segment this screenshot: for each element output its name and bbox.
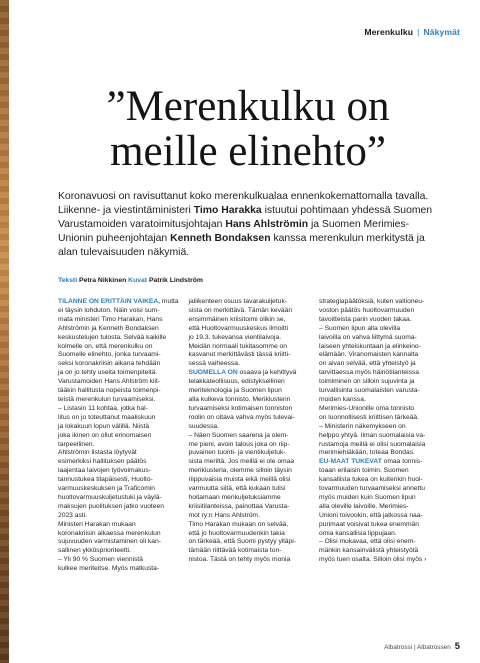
- text-line: laiseen yhteiskuntaan ja elinkeino-: [319, 342, 421, 350]
- page-number: 5: [454, 640, 460, 651]
- text-line: SUOMELLA ON osaava ja kehittyvä: [188, 369, 297, 377]
- text-line: ja on jo tehty useita toimenpiteitä.: [58, 369, 158, 377]
- text-line: Unioni toivookin, että jatkossa naa-: [319, 511, 423, 519]
- text-line: kolmelle on, että merenkulku on: [58, 342, 153, 350]
- article-column-3: [319, 298, 438, 638]
- text-line: – Olisi mukavaa, että olisi enem-: [319, 538, 416, 546]
- headline-line-1: ”Merenkulku on: [106, 83, 390, 130]
- text-line: helppo yhtyä. Ilman suomalaisia va-: [319, 431, 426, 439]
- lead-name-harakka: Timo Harakka: [193, 205, 262, 216]
- text-line: rustamoja meillä ei olisi suomalaisia: [319, 440, 426, 448]
- text-line: turvaamiseksi kotimaisen tonniston: [188, 404, 293, 412]
- text-line: on luonnollisesti kriittisen tärkeää.: [319, 413, 419, 421]
- text-line: moiden kanssa.: [319, 395, 366, 403]
- text-line: TILANNE ON ERITTÄIN VAIKEA, mutta: [58, 298, 179, 305]
- paragraph: [58, 405, 177, 450]
- paragraph: [189, 369, 308, 431]
- text-line: myös tuen osalta. Silloin olisi myös ›: [319, 556, 427, 564]
- text-line: elämään. Viranomaisten kannalta: [319, 351, 419, 359]
- text-line: 2023 asti.: [58, 511, 87, 519]
- paragraph: [189, 521, 308, 566]
- text-line: tarvittaessa myös häiriötilanteissa: [319, 369, 419, 377]
- text-line: Ahlströmin ja Kenneth Bondaksen: [58, 324, 159, 332]
- text-line: voston päätös huoltovarmuuden: [319, 306, 415, 314]
- text-line: myös muiden kuin Suomen lipun: [319, 493, 416, 501]
- text-line: Ahlströmin listasta löytyvät: [58, 449, 137, 457]
- text-line: meriteknologia ja Suomen lipun: [188, 387, 282, 395]
- page-footer: [384, 640, 460, 651]
- text-line: Varustamoiden Hans Ahlström kiit-: [58, 378, 161, 386]
- lead-name-bondas: Kenneth Bondaksen: [170, 233, 271, 244]
- text-line: – Yli 90 % Suomen viennistä: [58, 556, 144, 564]
- article-column-2: [189, 298, 308, 638]
- lead-name-ahlstrom: Hans Ahlströmin: [225, 219, 309, 230]
- section-sub: Näkymät: [423, 27, 460, 37]
- text-line: sista meriltä. Jos meillä ei ole omaa: [188, 458, 295, 466]
- text-line: Timo Harakan mukaan on selvää,: [188, 520, 289, 528]
- text-line: roolin on oltava vahva myös tulevai-: [188, 413, 295, 421]
- paragraph: [319, 458, 438, 538]
- text-line: kulkee meriteitse. Myös matkusta-: [58, 565, 160, 573]
- text-line: on tärkeää, että Suomi pystyy ylläpi-: [188, 538, 296, 546]
- text-line: EU-MAAT TUKEVAT omaa tonnis-: [319, 458, 423, 466]
- lead-text: ja Suomen Merimies-Unionin puheenjohtajan: [58, 219, 410, 244]
- paragraph-kicker: TILANNE ON ERITTÄIN VAIKEA,: [58, 298, 161, 305]
- text-line: nistoa. Tästä on tehty myös monia: [188, 556, 291, 564]
- text-line: esimerkiksi hallituksen päätös: [58, 458, 147, 466]
- text-line: varmuuskeskuksen ja Traficomin: [58, 485, 156, 493]
- paragraph: [58, 556, 177, 574]
- section-main: Merenkulku: [364, 27, 414, 37]
- paragraph: [319, 325, 438, 405]
- text-line: keskustelujen tulosta. Selvää kaikille: [58, 333, 167, 341]
- text-line: – Näen Suomen saarena ja olem-: [188, 431, 289, 439]
- text-line: mänkin kansainvälistä yhteistyötä: [319, 547, 419, 555]
- headline-line-2: meille elinehto”: [110, 128, 386, 175]
- text-line: mata ministeri Timo Harakan, Hans: [58, 315, 163, 323]
- text-line: riippuvaisia muista eikä meillä olisi: [188, 476, 291, 484]
- text-line: – Listasin 11 kohtaa, jotka hal-: [58, 404, 148, 412]
- text-line: omia kansallisia lippujaan.: [319, 529, 397, 537]
- paragraph: [189, 432, 308, 521]
- paragraph-kicker: SUOMELLA ON: [188, 369, 238, 377]
- paragraph: [58, 449, 177, 520]
- text-line: huoltovarmuuskuljetustuki ja väylä-: [58, 493, 162, 501]
- text-line: suudessa.: [188, 422, 219, 430]
- byline-text-label: Teksti: [58, 277, 78, 284]
- paragraph: [319, 538, 438, 565]
- text-line: tääkin hallitusta nopeista toimenpi-: [58, 387, 161, 395]
- text-line: Meidän normaali tukitasomme on: [188, 342, 288, 350]
- lead-text: Koronavuosi on ravisuttanut koko merenkulkualaa ennenkokemattomalla tavalla. Liikenne- ja viestintäministeri: [58, 191, 429, 216]
- section-tag: [364, 27, 460, 37]
- text-line: seksi koronakriisin aikana tehdään: [58, 360, 161, 368]
- text-line: jaliikenteen osuus tavarakuljetuk-: [188, 298, 288, 305]
- text-line: jo 19.3. tukevansa vientilaivoja.: [188, 333, 282, 341]
- lead-text: kanssa merenkulun merkitystä ja alan tulevaisuuden näkymiä.: [58, 233, 425, 258]
- text-line: joka ikinen on ollut erinomaisen: [58, 431, 152, 439]
- text-line: Suomelle elinehto, jonka turvaami-: [58, 351, 161, 359]
- text-line: hoitamaan merikuljetuksiamme: [188, 493, 281, 501]
- paragraph: [319, 423, 438, 459]
- byline-photo-author: Patrik Lindström: [148, 277, 203, 284]
- text-line: Merimies-Unionille oma tonnisto: [319, 404, 415, 412]
- text-line: mot ry:n Hans Ahlström.: [188, 511, 260, 519]
- text-line: toimiminen on silloin sujuvinta ja: [319, 378, 415, 386]
- lead-paragraph: [58, 190, 438, 260]
- text-line: kasvanut merkittävästi tässä kriitti-: [188, 351, 291, 359]
- text-line: koronakriisin alkaessa merenkulun: [58, 529, 161, 537]
- text-line: strategiapäätöksiä, kuten valtioneu-: [319, 298, 425, 305]
- text-line: tannustukea tilapäisesti, Huolto-: [58, 476, 153, 484]
- text-line: telakkateollisuus, edistyksellinen: [188, 378, 285, 386]
- text-line: laivoilla on vahva liittymä suoma-: [319, 333, 417, 341]
- edge-photo-strip: [0, 0, 9, 663]
- headline: [58, 84, 438, 174]
- article-body: [58, 298, 438, 638]
- text-line: me pieni, avoin talous joka on riip-: [188, 440, 290, 448]
- paragraph: [58, 298, 177, 405]
- text-line: sista on merkittävä. Tämän kevään: [188, 306, 293, 314]
- text-line: toaan erilaisin toimin. Suomen: [319, 467, 409, 475]
- text-line: tovarmuuden turvaamiseksi annettu: [319, 485, 425, 493]
- text-line: on aivan selvää, että yhteistyö ja: [319, 360, 416, 368]
- text-line: kansallista tukea on kuitenkin huol-: [319, 476, 423, 484]
- byline: [58, 277, 438, 284]
- text-line: teistä merenkulun turvaamiseksi.: [58, 395, 156, 403]
- text-line: purimaat voisivat tukea enemmän: [319, 520, 419, 528]
- text-line: puvainen tuonti- ja vientikuljetuk-: [188, 449, 286, 457]
- text-line: merimiehiäkään, toteaa Bondas.: [319, 449, 415, 457]
- text-line: tavoitteista parin vuoden takaa.: [319, 315, 412, 323]
- text-line: meriklusteria, olemme silloin täysin: [188, 467, 292, 475]
- text-line: ei täysin lohduton. Näin voisi sum-: [58, 306, 160, 314]
- text-line: sallinen ykkösprioriteetti.: [58, 547, 131, 555]
- text-line: kriisitilanteissa, painottaa Varusta-: [188, 502, 290, 510]
- text-line: laajentaa laivojen työvoimakus-: [58, 467, 151, 475]
- byline-text-author: Petra Nikkinen: [79, 277, 127, 284]
- magazine-name: Albatrossi | Albatrossen: [384, 644, 451, 651]
- byline-photo-label: Kuvat: [128, 277, 148, 284]
- text-line: tarpeellinen.: [58, 440, 95, 448]
- text-line: sujuvuuden varmistaminen oli kan-: [58, 538, 161, 546]
- text-line: varmuutta siitä, että kukaan tulisi: [188, 485, 286, 493]
- paragraph: [319, 298, 438, 325]
- text-line: ensimmäinen kriisitoimi olikin se,: [188, 315, 286, 323]
- text-line: että jo huoltovarmuudenkin takia: [188, 529, 285, 537]
- text-line: – Ministerin näkemykseen on: [319, 422, 406, 430]
- paragraph: [319, 405, 438, 423]
- text-line: sessä vaiheessa.: [188, 360, 240, 368]
- paragraph: [58, 521, 177, 557]
- section-separator: |: [417, 27, 420, 37]
- lead-text: istuutui pohtimaan yhdessä Suomen Varustamoiden varatoimitusjohtajan: [58, 205, 433, 230]
- text-line: alla oleville laivoille. Merimies-: [319, 502, 409, 510]
- text-line: että Huoltovarmuuskeskus ilmoitti: [188, 324, 289, 332]
- text-line: tämään riittävää kotimaista ton-: [188, 547, 282, 555]
- text-line: litus on jo toteuttanut maaliskuun: [58, 413, 156, 421]
- paragraph: [189, 298, 308, 369]
- text-line: ja lokakuun lopun välillä. Niistä: [58, 422, 150, 430]
- paragraph-kicker: EU-MAAT TUKEVAT: [319, 458, 382, 466]
- text-line: maksujen puolituksen jatko vuoteen: [58, 502, 164, 510]
- text-line: – Suomen lipun alla olevilla: [319, 324, 401, 332]
- text-line: alla kulkeva tonnisto. Meriklusterin: [188, 395, 291, 403]
- article-column-1: [58, 298, 177, 638]
- text-line: turvallisinta suomalaisten varusta-: [319, 387, 420, 395]
- text-line: Ministeri Harakan mukaan: [58, 520, 136, 528]
